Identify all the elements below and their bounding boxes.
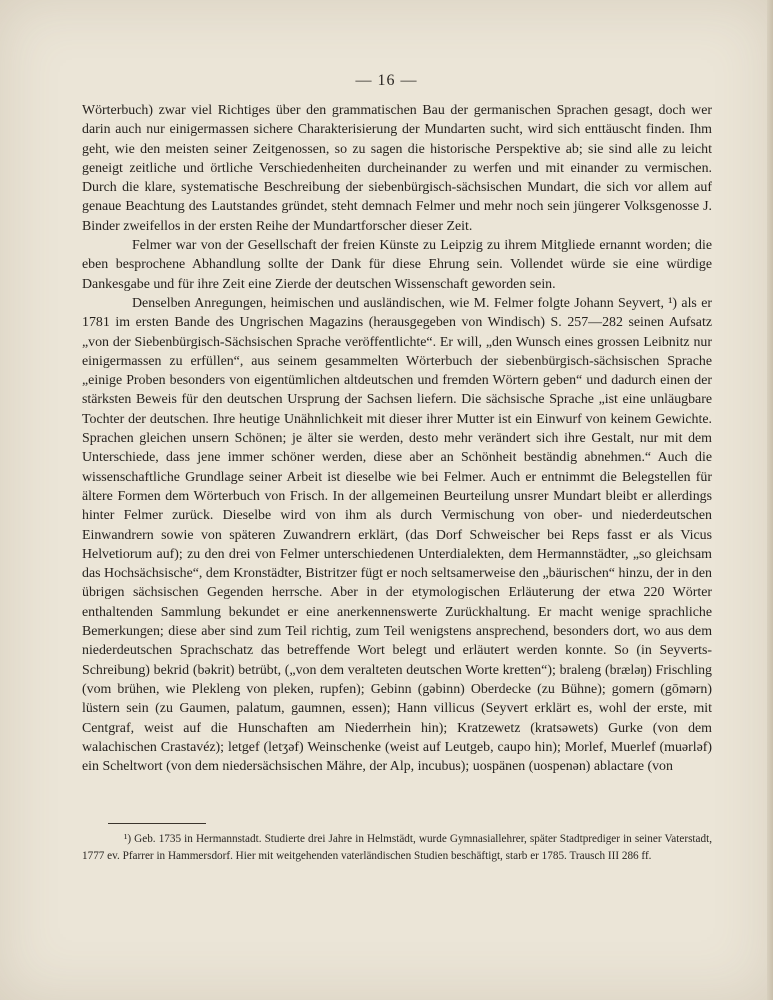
footnote: ¹) Geb. 1735 in Hermannstadt. Studierte drei Jahre in Helmstädt, wurde Gymnasiallehrer, später Stadtprediger in seiner Vaterstadt, 1777 ev. Pfarrer in Hammersdorf. Hier mit weitgehenden vaterländischen Studien beschäftigt, starb er 1785. Trausch III 286 ff. <box>82 833 712 862</box>
paragraph-2: Felmer war von der Gesellschaft der freien Künste zu Leipzig zu ihrem Mitgliede ernannt worden; die eben besprochene Abhandlung sollte der Dank für diese Ehrung sein. Vollendet würde sie eine würdige Dankesgabe und für ihre Zeit eine Zierde der deutschen Wissenschaft geworden sein. <box>82 238 712 292</box>
page-number: — 16 — <box>355 72 418 89</box>
paragraph-3: Denselben Anregungen, heimischen und ausländischen, wie M. Felmer folgte Johann Seyvert, ¹) als er 1781 im ersten Bande des Ungrischen Magazins (herausgegeben von Windisch) S. 257—282 seinen Aufsatz „von der Siebenbürgisch-Sächsischen Sprache veröffentlichte“. Er will, „den Wunsch eines grossen Leibnitz nur einigermassen zu erfüllen“, aus seinem gesammelten Wörterbuch der siebenbürgisch-sächsischen Sprache „einige Proben besonders von eigentümlichen altdeutschen und fremden Wörtern geben“ und dadurch einen der stärksten Beweis für den deutschen Ursprung der Sachsen liefern. Die sächsische Sprache „ist eine unläugbare Tochter der deutschen. Ihre heutige Unähnlichkeit mit dieser ihrer Mutter ist ein Einwurf von keinem Gewichte. Sprachen gleichen unsern Schönen; je älter sie werden, desto mehr verändert sich ihre Gestalt, nur mit dem Unterschiede, dass jene immer schöner werden, diese aber an Schönheit beständig abnehmen.“ Auch die wissenschaftliche Grundlage seiner Arbeit ist dieselbe wie bei Felmer. Auch er entnimmt die Belegstellen für ältere Formen dem Wörterbuch von Frisch. In der allgemeinen Beurteilung unsrer Mundart bleibt er allerdings hinter Felmer zurück. Dieselbe wird von ihm als durch Vermischung von ober- und niederdeutschen Einwandrern sowie von späteren Zuwandrern erklärt, (das Dorf Schweischer bei Reps fasst er als Vicus Helvetiorum auf); zu den drei von Felmer unterschiedenen Unterdialekten, dem Hermannstädter, „so gleichsam das Hochsächsische“, dem Kronstädter, Bistritzer fügt er noch seltsamerweise den „bäurischen“ hinzu, der in den übrigen sächsischen Gegenden herrsche. Aber in der etymologischen Erläuterung der etwa 220 Wörter enthaltenden Sammlung bekundet er eine anerkennenswerte Zurückhaltung. Er macht wenige sprachliche Bemerkungen; diese aber sind zum Teil richtig, zum Teil wenigstens ansprechend, besonders dort, wo aus dem niederdeutschen Sprachschatz das betreffende Wort belegt und erläutert werden konnte. So (in Seyverts-Schreibung) bekrid (bəkrit) betrübt, („von dem veralteten deutschen Worte kretten“); braleng (bræləŋ) Frischling (vom brühen, wie Plekleng von pleken, rupfen); Gebinn (gəbinn) Oberdecke (zu Bühne); gomern (gōmərn) lüstern sein (zu Gaumen, palatum, gaumnen, essen); Hann villicus (Seyvert erklärt es, wohl der erste, mit Centgraf, weist auf die Hunschaften am Niederrhein hin); Kratzewetz (kratsəwets) Gurke (von dem walachischen Crastavéz); letgef (letʒəf) Weinschenke (weist auf Leutgeb, caupo hin); Morlef, Muerlef (muərləf) ein Scheltwort (von dem niedersächsischen Mähre, der Alp, incubus); uospänen (uospenən) ablactare (von <box>82 295 712 775</box>
page-edge <box>767 0 773 1000</box>
body-text <box>82 101 712 776</box>
footnote-rule <box>108 823 206 824</box>
paragraph-1: Wörterbuch) zwar viel Richtiges über den grammatischen Bau der germanischen Sprachen gesagt, doch wer darin auch nur einigermassen sichere Charakterisierung der Mundarten sucht, wird sich enttäuscht finden. Ihm geht, wie den meisten seiner Zeitgenossen, so zu sagen die historische Perspektive ab; sie sind alle zu leicht geneigt zeitliche und örtliche Verschiedenheiten durcheinander zu werfen und mit einander zu vermischen. Durch die klare, systematische Beschreibung der siebenbürgisch-sächsischen Mundart, die sich vor allem auf genaue Beachtung des Lautstandes gründet, steht demnach Felmer und mehr noch sein jüngerer Volksgenosse J. Binder zweifellos in der ersten Reihe der Mundartforscher dieser Zeit. <box>82 103 712 234</box>
